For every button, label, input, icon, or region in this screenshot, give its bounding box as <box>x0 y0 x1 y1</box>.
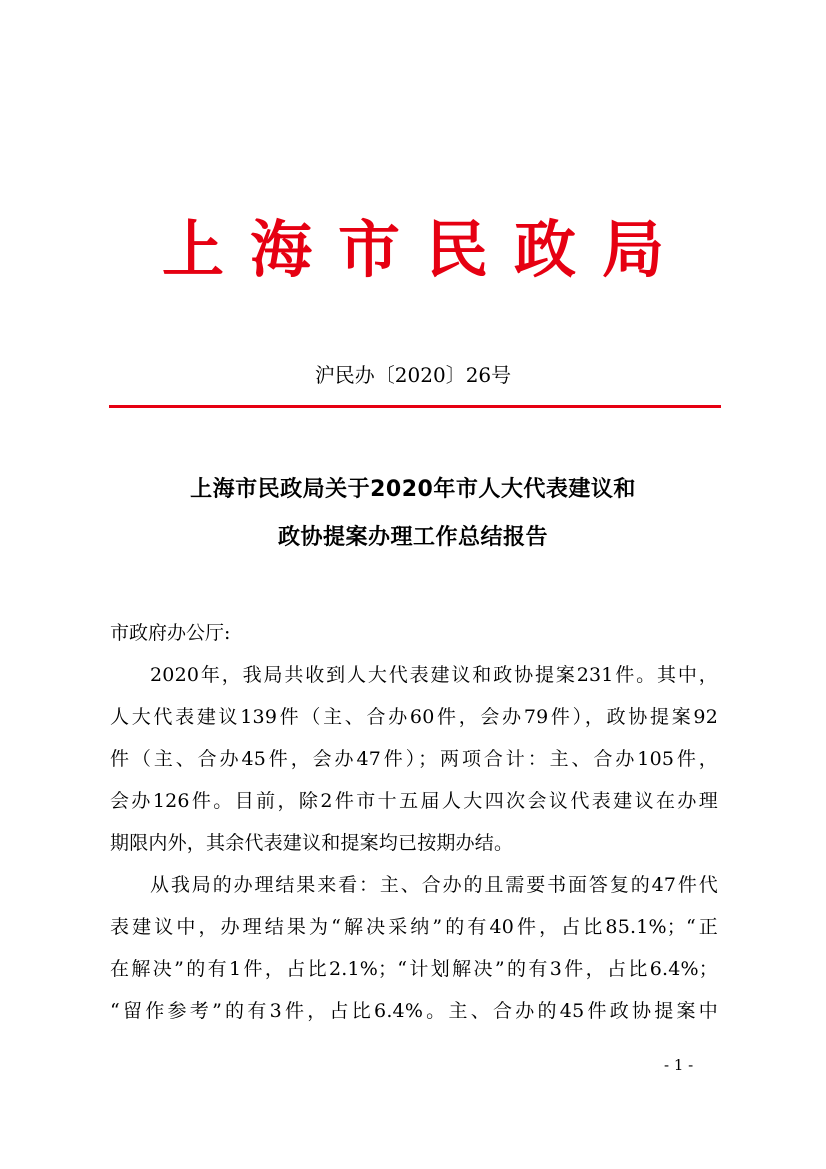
body-paragraph-1-line-4: 会办126件。目前，除2件市十五届人大四次会议代表建议在办理 <box>110 790 718 812</box>
salutation: 市政府办公厅: <box>110 622 231 644</box>
body-paragraph-2-line-4: “留作参考”的有3件，占比6.4%。主、合办的45件政协提案中 <box>110 1000 718 1022</box>
body-paragraph-2-line-1: 从我局的办理结果来看：主、合办的且需要书面答复的47件代 <box>150 874 718 896</box>
document-number: 沪民办〔2020〕26号 <box>314 363 512 387</box>
page-number: - 1 - <box>664 1056 694 1074</box>
red-separator-rule <box>109 405 721 408</box>
body-paragraph-2-line-2: 表建议中，办理结果为“解决采纳”的有40件，占比85.1%；“正 <box>110 916 718 938</box>
document-title-line-2: 政协提案办理工作总结报告 <box>277 525 548 550</box>
body-paragraph-1-line-1: 2020年，我局共收到人大代表建议和政协提案231件。其中， <box>150 664 718 686</box>
document-title-line-1: 上海市民政局关于2020年市人大代表建议和 <box>190 477 636 502</box>
issuer-masthead: 上海市民政局 <box>161 213 690 286</box>
body-paragraph-1-line-3: 件（主、合办45件，会办47件）；两项合计：主、合办105件， <box>110 748 718 770</box>
body-paragraph-2-line-3: 在解决”的有1件，占比2.1%；“计划解决”的有3件，占比6.4%； <box>110 958 718 980</box>
body-paragraph-1-line-2: 人大代表建议139件（主、合办60件，会办79件），政协提案92 <box>110 706 718 728</box>
body-paragraph-1-line-5: 期限内外，其余代表建议和提案均已按期办结。 <box>110 832 514 854</box>
